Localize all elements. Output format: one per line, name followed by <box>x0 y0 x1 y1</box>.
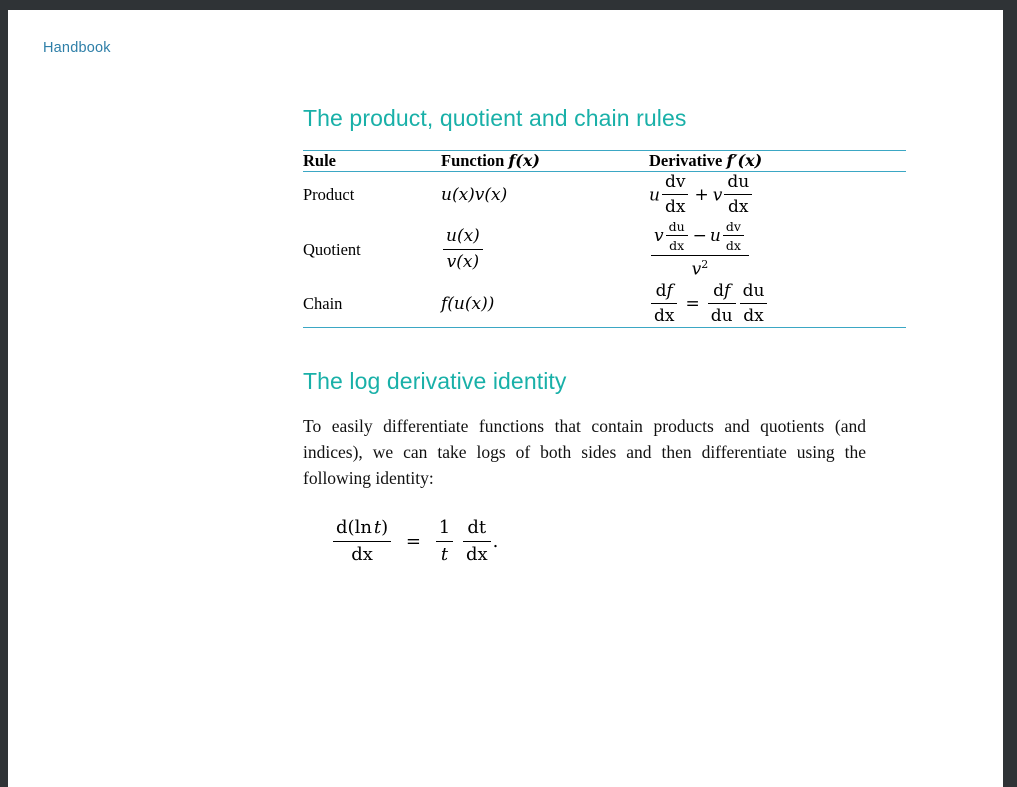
function-quotient-math <box>441 226 485 272</box>
quotient-denominator <box>651 256 749 281</box>
sym-paren-open: ( <box>347 517 355 539</box>
sym-v-q: v <box>654 225 664 246</box>
derivative-quotient-math <box>649 218 751 280</box>
sym-df-2 <box>708 281 736 304</box>
sym-dx-2: dx <box>727 197 749 218</box>
column-header-function-label: Function <box>441 151 505 170</box>
breadcrumb[interactable]: Handbook <box>43 40 111 56</box>
sym-u: u <box>649 185 660 206</box>
sym-d-1: d <box>655 280 667 301</box>
log-eq-denominator: dx <box>351 543 373 565</box>
sym-vx: v(x) <box>446 251 480 272</box>
column-header-derivative <box>649 151 906 172</box>
paragraph-log-derivative: To easily differentiate functions that contain products and quotients (and indices), we can take logs of both sides and then differentiate using the following identity: <box>303 415 866 489</box>
sym-t-den: t <box>440 543 449 565</box>
sym-f-1: f <box>666 280 673 301</box>
page-title: The product, quotient and chain rules <box>303 105 687 131</box>
sym-u-q: u <box>709 225 721 246</box>
sym-dx: dx <box>664 197 686 218</box>
sym-dx-q2: dx <box>725 238 741 254</box>
column-header-derivative-symbol: f′(x) <box>726 151 763 170</box>
function-product <box>441 172 649 219</box>
sym-equals-log: = <box>405 531 422 553</box>
table-row <box>303 281 906 328</box>
function-product-math: u(x)v(x) <box>441 185 508 206</box>
sym-d-2: d <box>713 280 724 301</box>
sym-v: v <box>712 185 723 206</box>
function-chain-math: f(u(x)) <box>441 293 495 314</box>
derivative-chain-math <box>649 280 769 326</box>
derivative-chain <box>649 281 906 328</box>
function-chain <box>441 281 649 328</box>
sym-equals: = <box>685 293 700 314</box>
sym-df <box>651 281 677 304</box>
derivative-quotient <box>649 219 906 281</box>
sym-du-c2: du <box>740 281 768 304</box>
table-bottom-rule-cell <box>303 328 906 333</box>
sym-ln: ln <box>354 517 372 539</box>
column-header-function-symbol: f(x) <box>508 151 540 170</box>
sym-plus: + <box>694 185 709 206</box>
sym-dt: dt <box>463 517 491 542</box>
sym-du-c: du <box>710 305 733 326</box>
rules-table <box>303 150 906 332</box>
rule-name-quotient: Quotient <box>303 239 361 259</box>
sym-d-log: d <box>336 517 348 539</box>
sym-dv: dv <box>662 172 689 195</box>
sym-v-sq: v <box>691 259 702 280</box>
sym-dv-q: dv <box>723 219 744 237</box>
sym-du-q: du <box>666 219 688 237</box>
table-row <box>303 172 906 219</box>
rule-name-product: Product <box>303 185 355 205</box>
sym-dx-c2: dx <box>743 305 764 326</box>
document-page <box>8 10 1003 787</box>
display-equation-log-derivative <box>331 517 908 566</box>
sym-dx-log: dx <box>465 543 488 565</box>
sym-dx-q: dx <box>669 238 685 254</box>
sym-f-2: f <box>723 280 731 301</box>
document-content <box>303 105 908 566</box>
function-quotient <box>441 219 649 281</box>
sym-du: du <box>724 172 752 195</box>
sym-paren-close: ) <box>381 517 389 539</box>
log-eq-numerator <box>333 517 391 542</box>
sym-ux: u(x) <box>443 226 483 249</box>
table-header-row <box>303 151 906 172</box>
rule-name-chain: Chain <box>303 293 343 313</box>
sym-minus: − <box>692 225 707 246</box>
section-title-log-derivative: The log derivative identity <box>303 368 567 395</box>
sym-exp-2: 2 <box>701 257 709 271</box>
derivative-product <box>649 172 906 219</box>
column-header-derivative-label: Derivative <box>649 151 723 170</box>
column-header-rule: Rule <box>303 151 336 170</box>
derivative-product-math <box>649 172 754 218</box>
sym-one: 1 <box>436 517 453 542</box>
column-header-function <box>441 151 649 172</box>
quotient-numerator <box>651 219 749 256</box>
sym-period: . <box>492 531 499 553</box>
sym-t-log: t <box>373 517 382 539</box>
table-row <box>303 219 906 281</box>
table-bottom-rule <box>303 328 906 333</box>
sym-dx-c1: dx <box>654 305 675 326</box>
